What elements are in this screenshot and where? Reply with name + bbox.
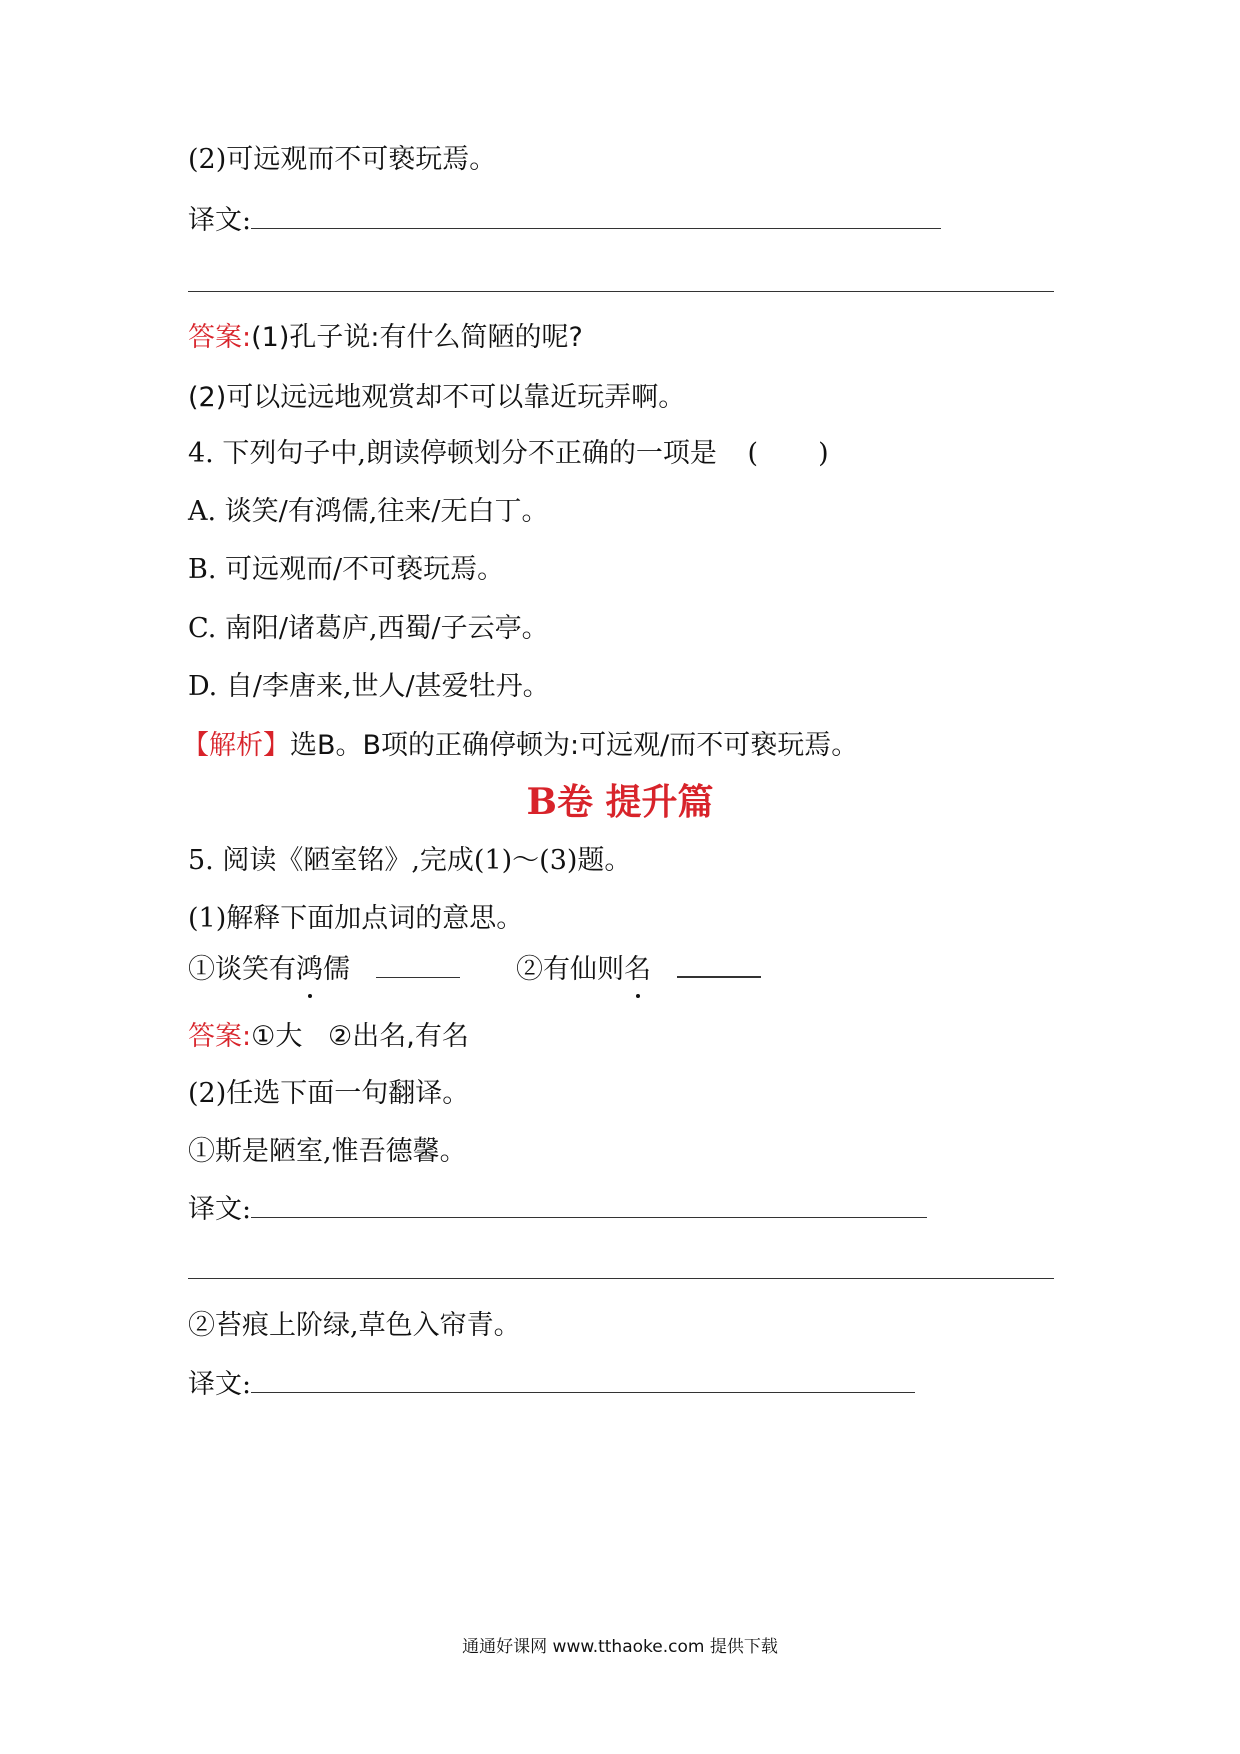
q4-option-d: D. 自/李唐来,世人/甚爱牡丹。	[188, 671, 550, 702]
translation-label: 译文:	[188, 1194, 252, 1225]
answer-3-line2: (2)可以远远地观赏却不可以靠近玩弄啊。	[188, 382, 686, 413]
answer-3	[188, 318, 583, 358]
q3-item2: (2)可远观而不可亵玩焉。	[188, 144, 497, 175]
section-title: B卷 提升篇	[526, 781, 714, 823]
q5-sentence1: ①斯是陋室,惟吾德馨。	[188, 1136, 467, 1167]
q4-stem	[188, 434, 829, 474]
q4-option-c: C. 南阳/诸葛庐,西蜀/子云亭。	[188, 613, 549, 644]
q4-option-a: A. 谈笑/有鸿儒,往来/无白丁。	[188, 496, 549, 527]
translation-label: 译文:	[188, 205, 252, 236]
analysis-text: 选B。B项的正确停顿为:可远观/而不可亵玩焉。	[290, 730, 859, 761]
translation-line-2	[188, 1190, 927, 1230]
q4-paren-open: (	[747, 438, 759, 469]
q4-stem-text: 4. 下列句子中,朗读停顿划分不正确的一项是	[188, 438, 717, 469]
analysis-4	[182, 726, 858, 766]
word2: ②有仙则名	[516, 954, 651, 985]
answer-3-line1: (1)孔子说:有什么简陋的呢?	[251, 322, 583, 353]
translation-label: 译文:	[188, 1369, 252, 1400]
analysis-label: 【解析】	[182, 730, 290, 761]
q5-sentence2: ②苔痕上阶绿,草色入帘青。	[188, 1310, 521, 1341]
answer-label: 答案:	[188, 1021, 252, 1052]
emphasis-dot-char: 名	[624, 950, 651, 990]
q5-sub1: (1)解释下面加点词的意思。	[188, 903, 524, 934]
answer-blank-rule[interactable]	[188, 291, 1054, 292]
q5-words	[188, 950, 761, 990]
q5-answer	[188, 1017, 469, 1057]
word2-blank[interactable]	[677, 950, 761, 978]
word1-blank[interactable]	[376, 951, 460, 978]
translation-line-3	[188, 1365, 915, 1405]
emphasis-dot-char: 鸿	[296, 950, 323, 990]
q5-stem: 5. 阅读《陋室铭》,完成(1)～(3)题。	[188, 845, 632, 876]
footer: 通通好课网 www.tthaoke.com 提供下载	[462, 1637, 778, 1657]
word1: ①谈笑有鸿儒	[188, 954, 350, 985]
answer-blank[interactable]	[251, 1191, 927, 1218]
q5-answer-text: ①大 ②出名,有名	[251, 1021, 469, 1052]
translation-line-1	[188, 201, 941, 241]
answer-blank[interactable]	[251, 1366, 915, 1393]
q4-paren-close: )	[818, 438, 829, 469]
answer-label: 答案:	[188, 322, 252, 353]
q5-sub2: (2)任选下面一句翻译。	[188, 1078, 470, 1109]
q4-option-b: B. 可远观而/不可亵玩焉。	[188, 554, 505, 585]
answer-blank[interactable]	[251, 202, 941, 229]
answer-blank-rule[interactable]	[188, 1278, 1054, 1279]
